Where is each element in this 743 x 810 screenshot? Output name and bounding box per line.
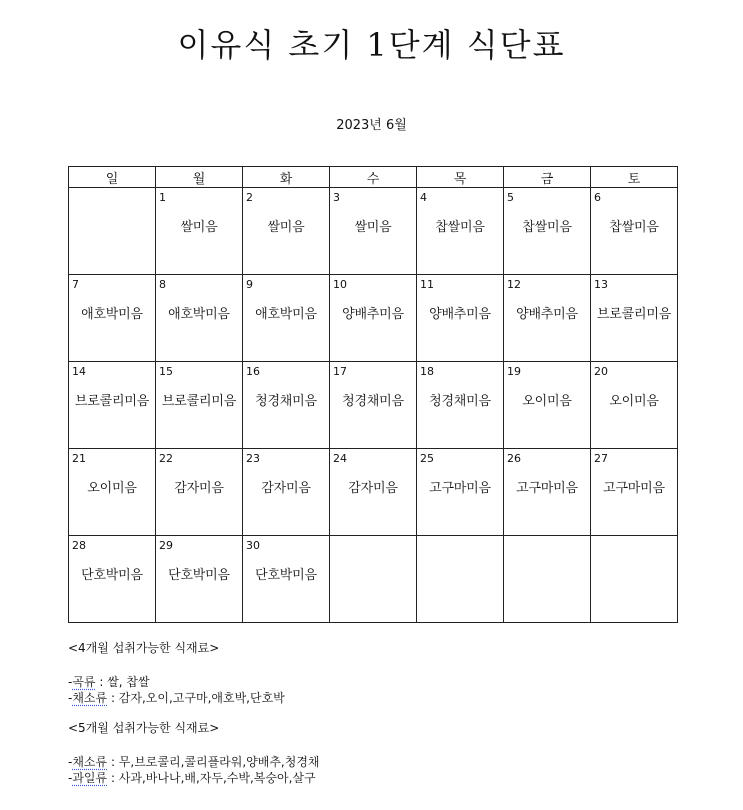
weekday-monday: 월 (156, 167, 243, 188)
day-number: 9 (246, 278, 253, 291)
day-number: 16 (246, 365, 260, 378)
calendar-day-cell (243, 362, 330, 449)
menu-item: 양배추미음 (429, 307, 491, 322)
day-number: 8 (159, 278, 166, 291)
day-number: 13 (594, 278, 608, 291)
calendar-day-cell (504, 275, 591, 362)
calendar-day-cell (417, 188, 504, 275)
calendar-day-cell (330, 449, 417, 536)
day-number: 17 (333, 365, 347, 378)
month4-line-vegetables: -채소류 : 감자,오이,고구마,애호박,단호박 (68, 691, 285, 705)
calendar-day-cell (243, 536, 330, 623)
menu-item: 쌀미음 (267, 220, 305, 235)
menu-item: 찹쌀미음 (435, 220, 485, 235)
calendar-day-cell (243, 188, 330, 275)
calendar-day-cell (504, 362, 591, 449)
weekday-saturday: 토 (591, 167, 678, 188)
calendar-day-cell (69, 275, 156, 362)
menu-item: 감자미음 (261, 481, 311, 496)
day-number: 6 (594, 191, 601, 204)
calendar-day-cell (156, 275, 243, 362)
day-number: 23 (246, 452, 260, 465)
day-number: 25 (420, 452, 434, 465)
day-number: 4 (420, 191, 427, 204)
calendar-day-cell (156, 449, 243, 536)
calendar-day-cell (243, 449, 330, 536)
day-number: 29 (159, 539, 173, 552)
calendar-day-cell (330, 536, 417, 623)
day-number: 15 (159, 365, 173, 378)
calendar-day-cell (591, 449, 678, 536)
menu-item: 청경채미음 (255, 394, 317, 409)
calendar-day-cell (591, 275, 678, 362)
day-number: 19 (507, 365, 521, 378)
calendar-day-cell (504, 188, 591, 275)
day-number: 30 (246, 539, 260, 552)
month4-line-grains: -곡류 : 쌀, 찹쌀 (68, 675, 150, 689)
category-label: 곡류 (72, 675, 96, 689)
weekday-header-row (69, 167, 678, 188)
menu-item: 단호박미음 (255, 568, 317, 583)
day-number: 1 (159, 191, 166, 204)
menu-item: 브로콜리미음 (74, 394, 150, 409)
menu-item: 애호박미음 (255, 307, 317, 322)
day-number: 20 (594, 365, 608, 378)
month5-line-fruits: -과일류 : 사과,바나나,배,자두,수박,복숭아,살구 (68, 771, 316, 785)
ingredient-list: 무,브로콜리,콜리플라워,양배추,청경채 (118, 755, 320, 769)
day-number: 28 (72, 539, 86, 552)
menu-item: 양배추미음 (342, 307, 404, 322)
day-number: 27 (594, 452, 608, 465)
calendar-day-cell (69, 449, 156, 536)
calendar-week-row (69, 362, 678, 449)
day-number: 18 (420, 365, 434, 378)
calendar-day-cell (417, 362, 504, 449)
ingredient-list: 쌀, 찹쌀 (107, 675, 150, 689)
calendar-day-cell (330, 188, 417, 275)
menu-item: 쌀미음 (180, 220, 218, 235)
menu-item: 감자미음 (174, 481, 224, 496)
menu-item: 고구마미음 (516, 481, 578, 496)
calendar-week-row (69, 188, 678, 275)
calendar-week-row (69, 536, 678, 623)
calendar-week-row (69, 449, 678, 536)
menu-item: 찹쌀미음 (522, 220, 572, 235)
menu-item: 감자미음 (348, 481, 398, 496)
menu-item: 청경채미음 (429, 394, 491, 409)
day-number: 11 (420, 278, 434, 291)
calendar-day-cell (504, 449, 591, 536)
weekday-wednesday: 수 (330, 167, 417, 188)
category-label: 채소류 (72, 755, 108, 769)
calendar-day-cell (504, 536, 591, 623)
calendar-day-cell (591, 362, 678, 449)
menu-item: 고구마미음 (429, 481, 491, 496)
ingredient-list: 감자,오이,고구마,애호박,단호박 (118, 691, 285, 705)
calendar-day-cell (591, 536, 678, 623)
day-number: 24 (333, 452, 347, 465)
category-label: 채소류 (72, 691, 108, 705)
day-number: 5 (507, 191, 514, 204)
menu-item: 브로콜리미음 (596, 307, 672, 322)
menu-item: 청경채미음 (342, 394, 404, 409)
calendar-day-cell (330, 362, 417, 449)
document-subtitle: 2023년 6월 (336, 118, 407, 133)
month5-heading: <5개월 섭취가능한 식재료> (68, 721, 220, 735)
calendar-day-cell (417, 449, 504, 536)
menu-item: 단호박미음 (168, 568, 230, 583)
day-number: 7 (72, 278, 79, 291)
calendar-day-cell (156, 536, 243, 623)
calendar-day-cell (156, 188, 243, 275)
calendar-week-row (69, 275, 678, 362)
calendar-day-cell (243, 275, 330, 362)
menu-item: 단호박미음 (81, 568, 143, 583)
day-number: 22 (159, 452, 173, 465)
ingredient-list: 사과,바나나,배,자두,수박,복숭아,살구 (118, 771, 316, 785)
menu-item: 찹쌀미음 (609, 220, 659, 235)
day-number: 2 (246, 191, 253, 204)
menu-item: 애호박미음 (81, 307, 143, 322)
menu-item: 오이미음 (609, 394, 659, 409)
menu-item: 오이미음 (522, 394, 572, 409)
calendar-day-cell (417, 536, 504, 623)
month4-heading: <4개월 섭취가능한 식재료> (68, 641, 220, 655)
weekday-sunday: 일 (69, 167, 156, 188)
day-number: 26 (507, 452, 521, 465)
menu-item: 브로콜리미음 (161, 394, 237, 409)
calendar-day-cell (591, 188, 678, 275)
day-number: 14 (72, 365, 86, 378)
weekday-thursday: 목 (417, 167, 504, 188)
document-title: 이유식 초기 1단계 식단표 (177, 26, 566, 64)
menu-item: 쌀미음 (354, 220, 392, 235)
calendar-day-cell (417, 275, 504, 362)
weekday-friday: 금 (504, 167, 591, 188)
meal-calendar (68, 166, 678, 623)
menu-item: 양배추미음 (516, 307, 578, 322)
day-number: 12 (507, 278, 521, 291)
menu-item: 고구마미음 (603, 481, 665, 496)
calendar-day-cell (330, 275, 417, 362)
category-label: 과일류 (72, 771, 108, 785)
ingredient-notes (68, 640, 320, 786)
day-number: 21 (72, 452, 86, 465)
weekday-tuesday: 화 (243, 167, 330, 188)
calendar-day-cell (156, 362, 243, 449)
day-number: 10 (333, 278, 347, 291)
calendar-day-cell (69, 362, 156, 449)
month5-line-vegetables: -채소류 : 무,브로콜리,콜리플라워,양배추,청경채 (68, 755, 320, 769)
menu-item: 오이미음 (87, 481, 137, 496)
calendar-day-cell (69, 188, 156, 275)
menu-item: 애호박미음 (168, 307, 230, 322)
day-number: 3 (333, 191, 340, 204)
calendar-day-cell (69, 536, 156, 623)
